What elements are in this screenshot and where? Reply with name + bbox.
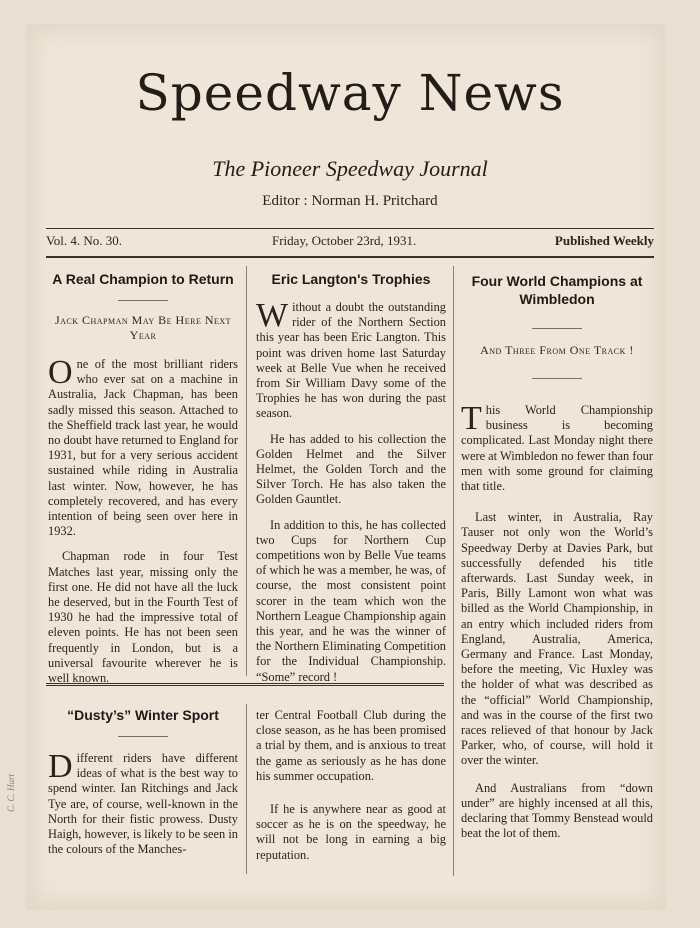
issue-date: Friday, October 23rd, 1931. bbox=[272, 233, 417, 248]
article-paragraph: ithout a doubt the outstanding rider of the Northern Section this year has been Eric Langton. This point was driven home last Saturday week at Belle Vue when he received from Sir William Davy some of the Trophies he has won during the past season. bbox=[256, 300, 446, 421]
divider bbox=[532, 378, 582, 379]
article-paragraph: If he is anywhere near as good at soccer as he is on the speedway, he will not be long in earning a big reputation. bbox=[256, 802, 446, 862]
page-title: Speedway News bbox=[135, 64, 565, 122]
article-paragraph: his World Championship business is becoming complicated. Last Monday night there were at Wimbledon no fewer than four men with some ground for claiming that title. bbox=[461, 403, 653, 494]
article-paragraph: He has added to his collection the Golden Helmet and the Silver Helmet, the Golden Torch and the Silver Torch. He has also taken the Golden Gauntlet. bbox=[256, 431, 446, 507]
column-divider bbox=[453, 266, 454, 876]
article-champion bbox=[48, 270, 238, 696]
article-subhead: And Three From One Track ! bbox=[480, 343, 634, 357]
drop-cap: W bbox=[256, 297, 289, 334]
article-paragraph: In addition to this, he has collected two Cups for Northern Cup competitions won by Belle Vue teams of which he was a member, he was, of course, the most consistent point scorer in the team which won the Northern League Championship again this year, and he was the winner of the Northern Eliminating Competition for the Individual Championship. “Some” record ! bbox=[256, 517, 446, 684]
article-langton bbox=[256, 270, 446, 695]
article-paragraph: And Australians from “down under” are highly incensed at all this, declaring that Tommy Benstead would beat the lot of them. bbox=[461, 780, 653, 841]
masthead-rule-bottom bbox=[46, 256, 654, 258]
article-subhead: Jack Chapman May Be Here Next Year bbox=[54, 313, 232, 342]
drop-cap: T bbox=[461, 400, 482, 437]
article-paragraph: ter Central Football Club during the close season, as he has been promised a trial by them, and is anxious to treat the game as seriously as he has done his summer occupation. bbox=[256, 708, 446, 783]
article-dusty-continued bbox=[256, 708, 446, 873]
column-divider bbox=[246, 266, 247, 676]
divider bbox=[532, 328, 582, 329]
divider bbox=[118, 736, 168, 737]
page-subtitle: The Pioneer Speedway Journal bbox=[212, 156, 488, 181]
drop-cap: D bbox=[48, 748, 73, 785]
article-paragraph: Chapman rode in four Test Matches last year, missing only the first one. He did not have all the luck he deserved, but in the Fourth Test of 1930 he had the impressive total of eleven points. He has not been seen frequently in London, but is a universal favourite wherever he is well known. bbox=[48, 549, 238, 686]
drop-cap: O bbox=[48, 354, 73, 391]
volume-number: Vol. 4. No. 30. bbox=[46, 233, 122, 248]
article-paragraph: ifferent riders have different ideas of what is the best way to spend winter. Ian Ritchings and Jack Tye are, of course, well-known in the North for their fistic prowess. Dusty Haigh, however, is likely to be seen in the colours of the Manches- bbox=[48, 751, 238, 857]
handwritten-margin-note: C. C. Hart bbox=[6, 773, 16, 812]
article-dusty bbox=[48, 706, 238, 867]
article-paragraph: Last winter, in Australia, Ray Tauser not only won the World’s Speedway Derby at Davies Park, but successfully defended his title afterwards. Last Sunday week, in Paris, Billy Lamont won what was billed as the World Championship, in an entry which included riders from England, Australia, America, Germany and France. Last Monday, before the meeting, Vic Huxley was the holder of what was described as the “official” World Championship, and was in the course of the first two races relieved of that honour by Jack Parker, who, of course, will hold it over the winter. bbox=[461, 510, 653, 768]
column-divider bbox=[246, 704, 247, 874]
article-paragraph: ne of the most brilliant riders who ever sat on a machine in Australia, Jack Chapman, has been sadly missed this season. Attached to the Sheffield track last year, he would no doubt have returned to England for 1931, but for a very serious accident sustained while riding in Australia last winter. Now, however, he has completely recovered, and has every intention of being seen over here in 1932. bbox=[48, 357, 238, 539]
section-rule bbox=[46, 683, 444, 686]
masthead-rule-top bbox=[46, 228, 654, 229]
article-headline: “Dusty’s” Winter Sport bbox=[67, 707, 219, 723]
publication-frequency: Published Weekly bbox=[554, 233, 654, 248]
article-headline: Eric Langton's Trophies bbox=[271, 271, 431, 287]
divider bbox=[118, 300, 168, 301]
article-headline: Four World Champions at Wimbledon bbox=[471, 273, 643, 307]
editor-line: Editor : Norman H. Pritchard bbox=[262, 193, 438, 209]
article-headline: A Real Champion to Return bbox=[52, 271, 234, 287]
article-wimbledon bbox=[461, 272, 653, 851]
